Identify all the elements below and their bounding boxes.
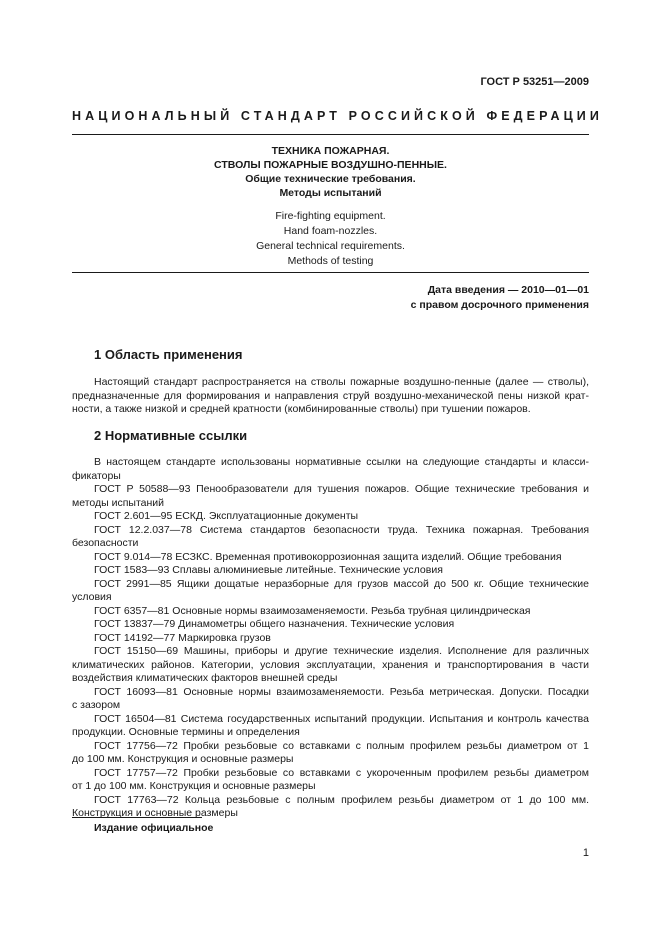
title-line: Fire-fighting equipment.	[275, 210, 386, 222]
intro-date-line: Дата введения — 2010—01—01	[427, 284, 589, 296]
text-line: до 100 мм. Конструкция и основные размеры	[72, 753, 294, 765]
text-line: ГОСТ 1583—93 Сплавы алюминиевые литейные. Технические условия	[94, 564, 443, 576]
text-line: ГОСТ 13837—79 Динамометры общего назначения. Технические условия	[94, 618, 455, 630]
text-line: ГОСТ 12.2.037—78 Система стандартов безопасности труда. Техника пожарная. Требования	[94, 523, 589, 536]
text-line: климатических районов. Категории, условия эксплуатации, хранения и транспортирования в части	[72, 658, 589, 671]
divider	[72, 272, 589, 273]
text-line: ГОСТ 9.014—78 ЕСЗКС. Временная противокоррозионная защита изделий. Общие требования	[94, 550, 562, 563]
section-body-scope	[72, 376, 589, 417]
section-heading-scope: 1 Область применения	[94, 347, 243, 362]
title-line: Hand foam-nozzles.	[283, 225, 378, 237]
text-line: с зазором	[72, 699, 121, 711]
divider	[72, 134, 589, 135]
text-line: ГОСТ 2991—85 Ящики дощатые неразборные для грузов массой до 500 кг. Общие технические	[94, 577, 589, 590]
text-line: продукции. Основные термины и определения	[72, 726, 300, 738]
text-line: безопасности	[72, 537, 139, 549]
text-line: Настоящий стандарт распространяется на стволы пожарные воздушно-пенные (далее — стволы),	[94, 376, 589, 388]
introduction-date	[411, 283, 589, 313]
text-line: от 1 до 100 мм. Конструкция и основные размеры	[72, 780, 316, 792]
text-line: Конструкция и основные размеры	[72, 807, 238, 819]
title-russian	[72, 144, 589, 200]
text-line: ГОСТ 17757—72 Пробки резьбовые со вставками с укороченным профилем резьбы диаметром	[94, 766, 589, 779]
text-line: ГОСТ 17763—72 Кольца резьбовые с полным профилем резьбы диаметром от 1 до 100 мм.	[94, 793, 589, 806]
text-line: ГОСТ 2.601—95 ЕСКД. Эксплуатационные документы	[94, 510, 359, 522]
page-number: 1	[582, 847, 589, 859]
text-line: предназначенные для формирования и направления струй воздушно-механической пены низкой крат-	[72, 389, 589, 402]
footnote-divider	[72, 817, 202, 818]
section-body-normative-references	[72, 456, 589, 821]
title-line: ТЕХНИКА ПОЖАРНАЯ.	[271, 145, 390, 157]
text-line: ГОСТ 17756—72 Пробки резьбовые со вставками с полным профилем резьбы диаметром от 1	[94, 739, 589, 752]
title-english	[72, 209, 589, 269]
text-line: В настоящем стандарте использованы нормативные ссылки на следующие стандарты и класси-	[94, 456, 589, 468]
text-line: ности, а также низкой и средней кратности (комбинированные стволы) при тушении пожаров.	[72, 403, 531, 415]
official-edition-label: Издание официальное	[94, 822, 214, 834]
title-line: СТВОЛЫ ПОЖАРНЫЕ ВОЗДУШНО-ПЕННЫЕ.	[214, 159, 447, 171]
text-line: ГОСТ 15150—69 Машины, приборы и другие технические изделия. Исполнение для различных	[94, 645, 589, 657]
title-line: General technical requirements.	[256, 240, 405, 252]
text-line: ГОСТ 16093—81 Основные нормы взаимозаменяемости. Резьба метрическая. Допуски. Посадки	[94, 685, 589, 698]
national-standard-title: НАЦИОНАЛЬНЫЙ СТАНДАРТ РОССИЙСКОЙ ФЕДЕРАЦИИ	[72, 109, 603, 123]
title-line: Методы испытаний	[279, 187, 382, 199]
text-line: методы испытаний	[72, 496, 165, 509]
text-line: условия	[72, 591, 112, 603]
intro-date-line: с правом досрочного применения	[410, 299, 589, 311]
text-line: фикаторы	[72, 469, 121, 482]
text-line: ГОСТ 14192—77 Маркировка грузов	[94, 631, 271, 644]
title-line: Methods of testing	[287, 255, 374, 267]
text-line: воздействия климатических факторов внешней среды	[72, 672, 338, 684]
text-line: ГОСТ 6357—81 Основные нормы взаимозаменяемости. Резьба трубная цилиндрическая	[94, 604, 531, 617]
document-id: ГОСТ Р 53251—2009	[480, 76, 589, 88]
text-line: ГОСТ Р 50588—93 Пенообразователи для тушения пожаров. Общие технические требования и	[94, 483, 589, 495]
section-heading-normative-references: 2 Нормативные ссылки	[94, 428, 248, 443]
text-line: ГОСТ 16504—81 Система государственных испытаний продукции. Испытания и контроль качества	[94, 712, 589, 725]
title-line: Общие технические требования.	[245, 173, 416, 185]
